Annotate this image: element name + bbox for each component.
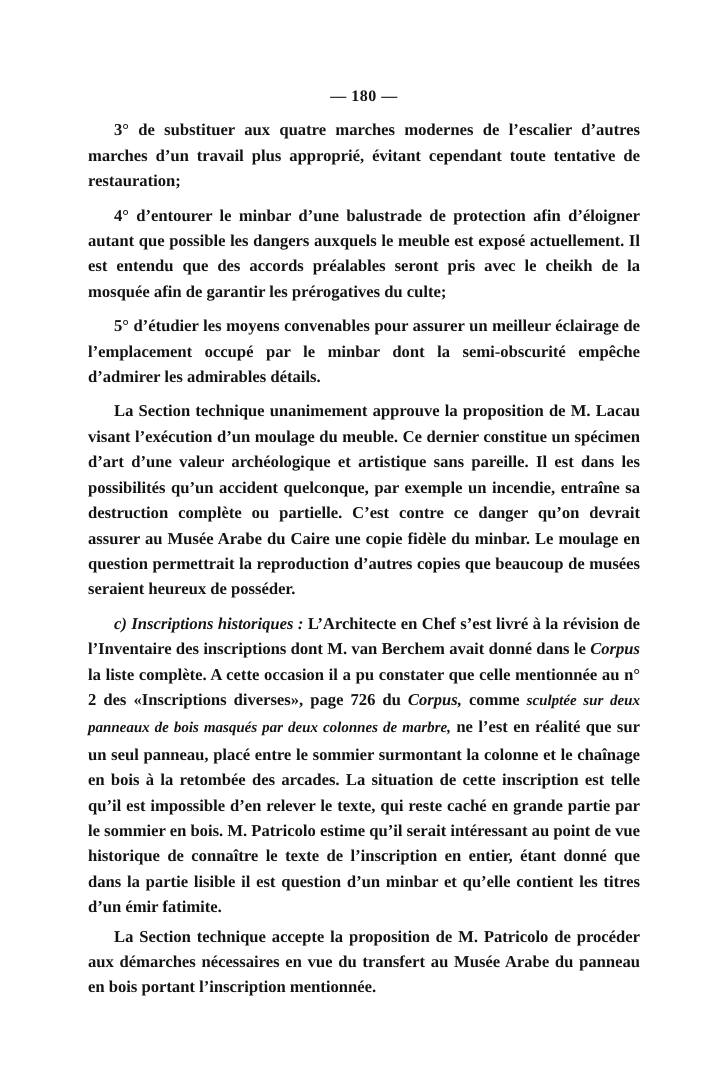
paragraph-text-1: L’Architecte en Chef s’est livré à la révision de l’Inventaire des inscriptions dont M. van Berchem avait donné dans le <box>88 613 640 659</box>
paragraph-section-technique-moulage: La Section technique unanimement approuve la proposition de M. Lacau visant l’exécution d’un moulage du meuble. Ce dernier constitue un spécimen d’art d’une valeur archéologique et artistique sans pareille. Il est dans les possibilités qu’un accident quelconque, par exemple un incendie, entraîne sa destruction complète ou partielle. C’est contre ce danger qu’on devrait assurer au Musée Arabe du Caire une copie fidèle du minbar. Le moulage en question permettrait la reproduction d’autres copies que beaucoup de musées seraient heureux de posséder. <box>88 401 640 599</box>
paragraph-section-technique-transfert: La Section technique accepte la proposition de M. Patricolo de procéder aux démarches nécessaires en vue du transfert au Musée Arabe du panneau en bois portant l’inscription mentionnée. <box>88 926 640 997</box>
paragraph-text-3: comme <box>468 689 520 709</box>
corpus-reference-2: Corpus, <box>407 689 462 709</box>
corpus-reference-1: Corpus <box>590 639 640 659</box>
paragraph-inscriptions-historiques <box>88 611 640 920</box>
paragraph-item-3: 3° de substituer aux quatre marches modernes de l’escalier d’autres marches d’un travail plus approprié, évitant cependant toute tentative de restauration; <box>88 120 640 191</box>
quoted-description: sculptée sur deux panneaux de bois masqués par deux colonnes de marbre, <box>88 692 640 737</box>
section-heading: Inscriptions historiques : <box>131 613 304 633</box>
paragraph-text-2: la liste complète. A cette occasion il a pu constater que celle mentionnée au n° 2 des «Inscriptions diverses», page 726 du <box>88 664 640 709</box>
paragraph-item-4: 4° d’entourer le minbar d’une balustrade de protection afin d’éloigner autant que possible les dangers auxquels le meuble est exposé actuellement. Il est entendu que des accords préalables seront pris avec le cheikh de la mosquée afin de garantir les prérogatives du culte; <box>88 205 640 301</box>
page-number: — 180 — <box>330 88 398 105</box>
paragraph-text-4: ne l’est en réalité que sur un seul panneau, placé entre le sommier surmontant la colonne et le chaînage en bois à la retombée des arcades. La situation de cette inscription est telle qu’il est impossible d’en relever le texte, qui reste caché en grande partie par le sommier en bois. M. Patricolo estime qu’il serait intéressant au point de vue historique de connaître le texte de l’inscription en entier, étant donné que dans la partie lisible il est question d’un minbar et qu’elle contient les titres d’un émir fatimite. <box>88 717 640 917</box>
document-page <box>88 84 640 1000</box>
section-label: c) <box>114 613 127 633</box>
paragraph-item-5: 5° d’étudier les moyens convenables pour assurer un meilleur éclairage de l’emplacement occupé par le minbar dont la semi-obscurité empêche d’admirer les admirables détails. <box>88 316 640 387</box>
